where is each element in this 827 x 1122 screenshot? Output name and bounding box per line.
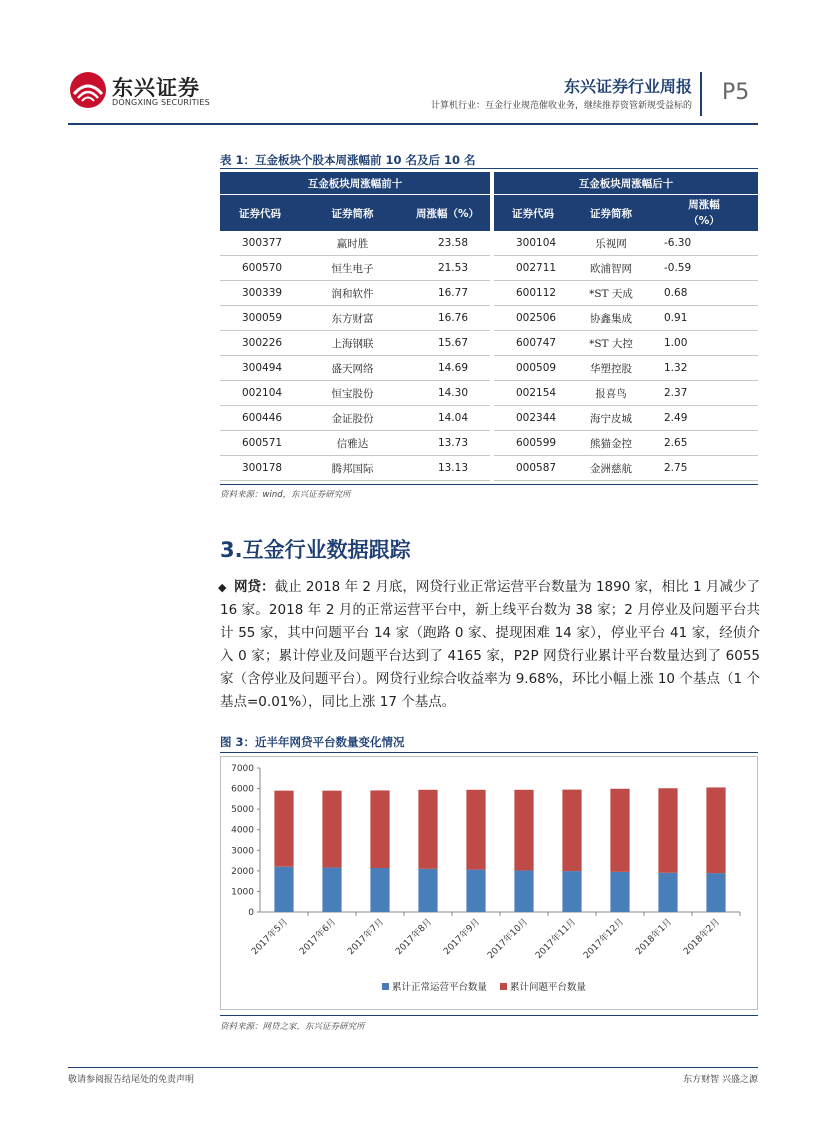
- cell-code: 300059: [220, 306, 300, 331]
- stock-change-table: [220, 172, 758, 481]
- table-row: [220, 331, 758, 356]
- table-caption-rule: [220, 168, 758, 169]
- cell-name: 赢时胜: [300, 231, 405, 256]
- platform-count-chart: [220, 756, 758, 1010]
- cell-code: 002104: [220, 381, 300, 406]
- x-tick-label: 2017年5月: [250, 917, 291, 958]
- cell-change: 2.75: [650, 456, 758, 481]
- legend-swatch: [500, 983, 507, 990]
- bar-normal: [562, 871, 581, 912]
- cell-code: 600112: [494, 281, 572, 306]
- y-tick-label: 4000: [231, 825, 254, 836]
- header-rule: [68, 123, 758, 125]
- header-divider: [700, 72, 702, 116]
- y-tick-label: 1000: [231, 887, 254, 898]
- bar-normal: [322, 868, 341, 912]
- bar-problem: [658, 788, 677, 873]
- footer-rule: [68, 1067, 758, 1068]
- table-row: [220, 231, 758, 256]
- table-row: [220, 381, 758, 406]
- col-header-change: [650, 195, 758, 232]
- cell-code: 300494: [220, 356, 300, 381]
- x-tick-label: 2018年1月: [634, 917, 675, 958]
- cell-name: 熊猫金控: [572, 431, 650, 456]
- x-tick-label: 2018年2月: [682, 917, 723, 958]
- bar-problem: [370, 790, 389, 868]
- y-tick-label: 7000: [231, 764, 254, 774]
- cell-name: 恒宝股份: [300, 381, 405, 406]
- brand-name-en: DONGXING SECURITIES: [112, 98, 210, 107]
- bar-problem: [466, 790, 485, 870]
- cell-code: 600571: [220, 431, 300, 456]
- footer-disclaimer: 敬请参阅报告结尾处的免责声明: [68, 1075, 195, 1085]
- cell-code: 300377: [220, 231, 300, 256]
- x-tick-label: 2017年12月: [582, 917, 627, 962]
- cell-code: 000587: [494, 456, 572, 481]
- cell-name: 华塑控股: [572, 356, 650, 381]
- table-group-header-top10: 互金板块周涨幅前十: [220, 172, 490, 195]
- bar-problem: [514, 790, 533, 871]
- bar-normal: [466, 870, 485, 912]
- cell-change: 23.58: [405, 231, 490, 256]
- cell-change: 15.67: [405, 331, 490, 356]
- table-source-rule: [220, 484, 758, 485]
- cell-name: 润和软件: [300, 281, 405, 306]
- col-header-change-label: 周涨幅: [688, 199, 720, 211]
- bar-normal: [370, 868, 389, 912]
- bar-problem: [274, 791, 293, 867]
- cell-name: *ST 大控: [572, 331, 650, 356]
- cell-name: 金证股份: [300, 406, 405, 431]
- cell-name: 金洲慈航: [572, 456, 650, 481]
- cell-name: 协鑫集成: [572, 306, 650, 331]
- cell-code: 002506: [494, 306, 572, 331]
- cell-change: 14.04: [405, 406, 490, 431]
- paragraph-body: 截止 2018 年 2 月底，网贷行业正常运营平台数量为 1890 家，相比 1 月减少了 16 家。2018 年 2 月的正常运营平台中，新上线平台数为 38 家；2 月停业及问题平台共计 55 家，其中问题平台 14 家（跑路 0 家、提现困难 14 家），停业平台 41 家，经侦介入 0 家；累计停业及问题平台达到了 4165 家，P2P 网贷行业累计平台数量达到了 6055 家（含停业及问题平台）。网贷行业综合收益率为 9.68%，环比小幅上涨 10 个基点（1 个基点=0.01%），同比上涨 17 个基点。: [220, 579, 760, 710]
- cell-change: 1.32: [650, 356, 758, 381]
- figure-caption-rule: [220, 752, 758, 753]
- cell-code: 600570: [220, 256, 300, 281]
- cell-code: 300226: [220, 331, 300, 356]
- cell-change: 2.49: [650, 406, 758, 431]
- bar-normal: [274, 867, 293, 912]
- y-tick-label: 0: [248, 908, 254, 918]
- cell-code: 600747: [494, 331, 572, 356]
- cell-change: 2.65: [650, 431, 758, 456]
- bar-normal: [514, 870, 533, 912]
- cell-name: 盛天网络: [300, 356, 405, 381]
- table-row: [220, 431, 758, 456]
- x-tick-label: 2017年6月: [298, 917, 339, 958]
- cell-change: -6.30: [650, 231, 758, 256]
- cell-change: 13.73: [405, 431, 490, 456]
- col-header-name: 证券简称: [572, 195, 650, 232]
- cell-name: 欧浦智网: [572, 256, 650, 281]
- brand-name-cn: 东兴证券: [112, 76, 200, 100]
- figure-source: 资料来源：网贷之家，东兴证券研究所: [220, 1022, 365, 1032]
- bar-problem: [706, 787, 725, 873]
- legend-label: 累计问题平台数量: [510, 982, 587, 993]
- cell-code: 300178: [220, 456, 300, 481]
- paragraph-lead: 网贷：: [234, 579, 275, 595]
- cell-change: 14.30: [405, 381, 490, 406]
- cell-change: 16.77: [405, 281, 490, 306]
- table-row: [220, 256, 758, 281]
- table-row: [220, 356, 758, 381]
- legend-swatch: [382, 983, 389, 990]
- bar-problem: [418, 790, 437, 869]
- section-paragraph: [220, 576, 760, 714]
- legend-label: 累计正常运营平台数量: [392, 982, 488, 993]
- cell-name: 腾邦国际: [300, 456, 405, 481]
- figure-caption: 图 3：近半年网贷平台数量变化情况: [220, 735, 405, 749]
- cell-code: 002711: [494, 256, 572, 281]
- cell-code: 600599: [494, 431, 572, 456]
- report-title: 东兴证券行业周报: [563, 77, 692, 96]
- figure-source-rule: [220, 1015, 758, 1016]
- bar-normal: [706, 873, 725, 912]
- table-source: 资料来源：wind，东兴证券研究所: [220, 490, 351, 500]
- x-tick-label: 2017年10月: [486, 917, 531, 962]
- cell-code: 000509: [494, 356, 572, 381]
- table-caption: 表 1：互金板块个股本周涨幅前 10 名及后 10 名: [220, 153, 476, 167]
- cell-change: 14.69: [405, 356, 490, 381]
- cell-change: 0.91: [650, 306, 758, 331]
- table-group-header-bottom10: 互金板块周涨幅后十: [494, 172, 758, 195]
- table-row: [220, 406, 758, 431]
- cell-name: 报喜鸟: [572, 381, 650, 406]
- cell-name: *ST 天成: [572, 281, 650, 306]
- report-subtitle: 计算机行业：互金行业规范催收业务，继续推荐资管新规受益标的: [430, 101, 692, 111]
- col-header-code: 证券代码: [494, 195, 572, 232]
- cell-name: 乐视网: [572, 231, 650, 256]
- x-tick-label: 2017年7月: [346, 917, 387, 958]
- cell-change: -0.59: [650, 256, 758, 281]
- cell-change: 0.68: [650, 281, 758, 306]
- x-tick-label: 2017年8月: [394, 917, 435, 958]
- bar-problem: [562, 790, 581, 871]
- cell-code: 002344: [494, 406, 572, 431]
- cell-code: 600446: [220, 406, 300, 431]
- section-title: 3.互金行业数据跟踪: [220, 538, 411, 562]
- y-tick-label: 3000: [231, 846, 254, 857]
- cell-name: 海宁皮城: [572, 406, 650, 431]
- bar-problem: [322, 791, 341, 868]
- diamond-bullet-icon: ◆: [218, 581, 227, 594]
- col-header-code: 证券代码: [220, 195, 300, 232]
- cell-change: 21.53: [405, 256, 490, 281]
- cell-name: 东方财富: [300, 306, 405, 331]
- cell-name: 信雅达: [300, 431, 405, 456]
- company-logo-icon: [68, 70, 108, 110]
- cell-change: 13.13: [405, 456, 490, 481]
- y-tick-label: 5000: [231, 805, 254, 816]
- y-tick-label: 6000: [231, 784, 254, 795]
- cell-change: 16.76: [405, 306, 490, 331]
- table-row: [220, 281, 758, 306]
- col-header-change: 周涨幅（%）: [405, 195, 490, 232]
- page-number: P5: [722, 80, 750, 105]
- cell-name: 恒生电子: [300, 256, 405, 281]
- bar-normal: [418, 869, 437, 912]
- footer-slogan: 东方财智 兴盛之源: [683, 1075, 758, 1085]
- table-row: [220, 456, 758, 481]
- cell-code: 002154: [494, 381, 572, 406]
- cell-name: 上海钢联: [300, 331, 405, 356]
- cell-code: 300339: [220, 281, 300, 306]
- x-tick-label: 2017年11月: [534, 917, 579, 962]
- cell-change: 2.37: [650, 381, 758, 406]
- bar-normal: [658, 873, 677, 912]
- col-header-name: 证券简称: [300, 195, 405, 232]
- col-header-change-unit: （%）: [688, 215, 720, 227]
- bar-problem: [610, 789, 629, 872]
- y-tick-label: 2000: [231, 866, 254, 877]
- x-tick-label: 2017年9月: [442, 917, 483, 958]
- cell-code: 300104: [494, 231, 572, 256]
- bar-normal: [610, 872, 629, 912]
- table-row: [220, 306, 758, 331]
- cell-change: 1.00: [650, 331, 758, 356]
